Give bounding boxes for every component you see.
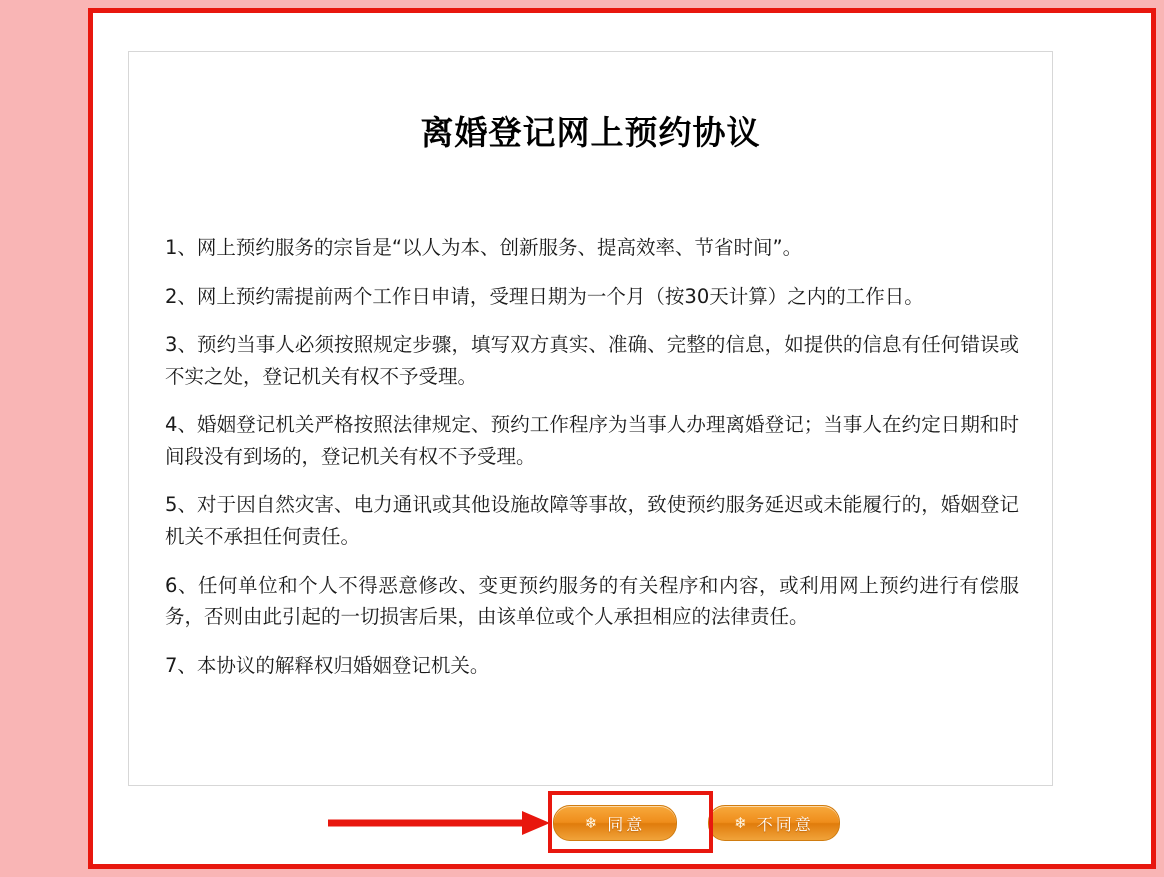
clause-list — [129, 232, 1052, 681]
list-item: 4、婚姻登记机关严格按照法律规定、预约工作程序为当事人办理离婚登记；当事人在约定日期和时间段没有到场的，登记机关有权不予受理。 — [165, 413, 1019, 468]
flower-icon: ❄ — [584, 813, 601, 832]
agree-button[interactable] — [553, 805, 677, 841]
disagree-button-label: 不同意 — [756, 814, 814, 834]
flower-icon: ❄ — [734, 813, 750, 832]
disagree-button[interactable] — [708, 805, 840, 841]
list-item: 7、本协议的解释权归婚姻登记机关。 — [165, 653, 490, 677]
list-item: 5、对于因自然灾害、电力通讯或其他设施故障等事故，致使预约服务延迟或未能履行的，婚姻登记机关不承担任何责任。 — [165, 493, 1019, 549]
red-highlight-frame — [88, 8, 1156, 869]
list-item: 3、预约当事人必须按照规定步骤，填写双方真实、准确、完整的信息，如提供的信息有任何错误或不实之处，登记机关有权不予受理。 — [165, 333, 1019, 388]
agree-button-label: 同意 — [607, 814, 646, 834]
list-item: 6、任何单位和个人不得恶意修改、变更预约服务的有关程序和内容，或利用网上预约进行有偿服务，否则由此引起的一切损害后果，由该单位或个人承担相应的法律责任。 — [165, 573, 1019, 629]
agreement-card — [128, 51, 1053, 786]
list-item: 2、网上预约需提前两个工作日申请，受理日期为一个月（按30天计算）之内的工作日。 — [165, 284, 924, 308]
list-item: 1、网上预约服务的宗旨是“以人为本、创新服务、提高效率、节省时间”。 — [165, 236, 803, 259]
content-area — [93, 13, 1151, 864]
page-title: 离婚登记网上预约协议 — [420, 113, 761, 152]
button-row — [128, 795, 1053, 855]
